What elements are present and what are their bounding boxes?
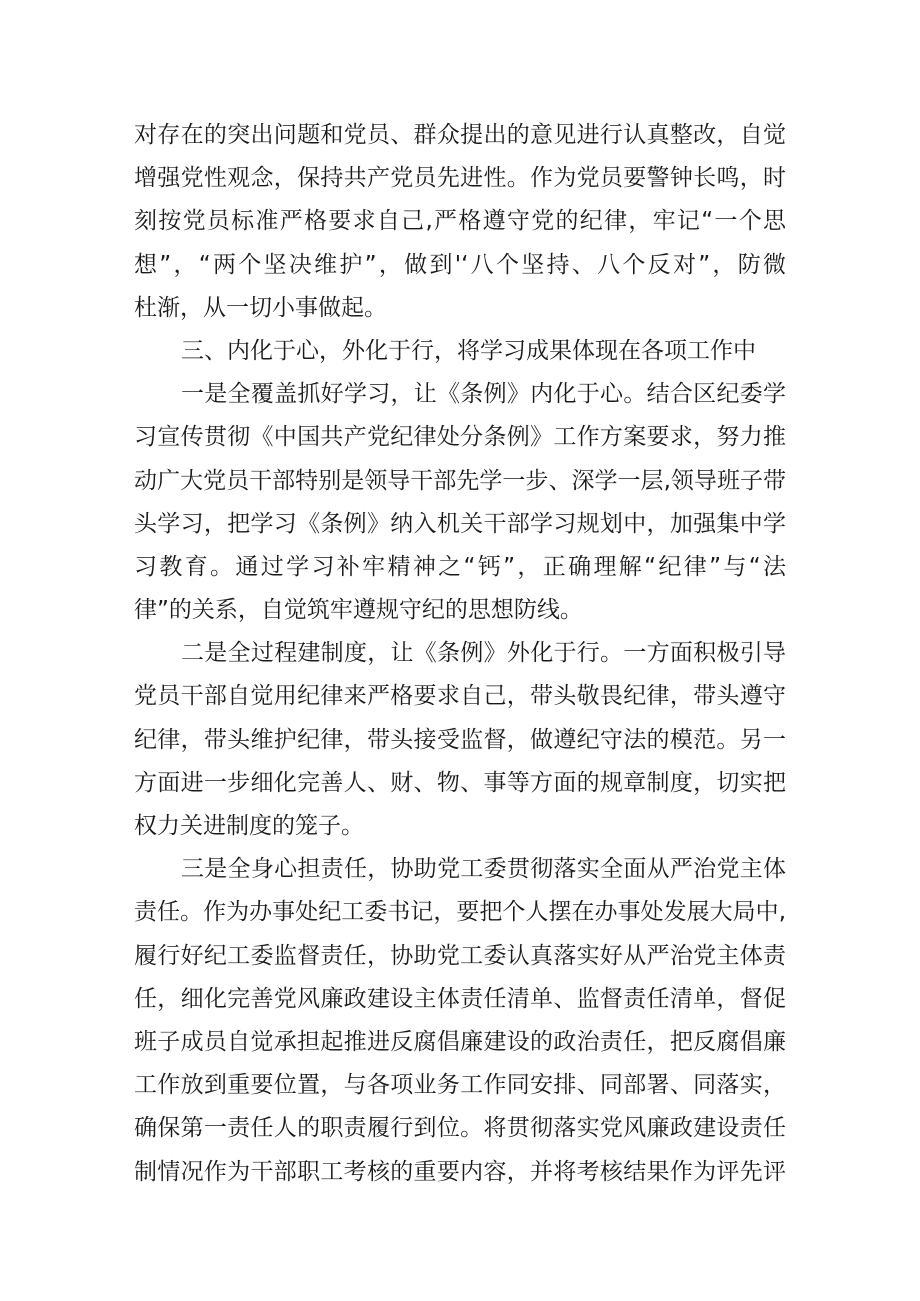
text-line: 责任。作为办事处纪工委书记，要把个人摆在办事处发展大局中,	[134, 899, 786, 926]
text-line: 杜渐，从一切小事做起。	[134, 294, 387, 321]
text-line: 纪律，带头维护纪律，带头接受监督，做遵纪守法的模范。另一	[134, 726, 786, 753]
text-line: 工作放到重要位置，与各项业务工作同安排、同部署、同落实，	[134, 1072, 786, 1099]
section-heading: 三、内化于心，外化于行，将学习成果体现在各项工作中	[181, 337, 756, 364]
text-line: 习教育。通过学习补牢精神之“钙”，正确理解“纪律”与“法	[134, 553, 786, 580]
text-line: 刻按党员标准严格要求自己,严格遵守党的纪律，牢记“一个思	[134, 208, 786, 235]
text-line: 增强党性观念，保持共产党员先进性。作为党员要警钟长鸣，时	[134, 165, 786, 192]
text-line: 党员干部自觉用纪律来严格要求自己，带头敬畏纪律，带头遵守	[134, 683, 786, 710]
text-line: 头学习，把学习《条例》纳入机关干部学习规划中，加强集中学	[134, 510, 786, 537]
text-line: 习宣传贯彻《中国共产党纪律处分条例》工作方案要求，努力推	[134, 424, 786, 451]
text-line: 律”的关系，自觉筑牢遵规守纪的思想防线。	[134, 597, 583, 624]
text-line: 动广大党员干部特别是领导干部先学一步、深学一层,领导班子带	[134, 467, 786, 494]
text-line: 对存在的突出问题和党员、群众提出的意见进行认真整改，自觉	[134, 122, 786, 148]
document-page	[134, 114, 786, 1194]
text-line: 制情况作为干部职工考核的重要内容，并将考核结果作为评先评	[134, 1158, 786, 1185]
text-line: 任，细化完善党风廉政建设主体责任清单、监督责任清单，督促	[134, 985, 786, 1012]
text-line: 确保第一责任人的职责履行到位。将贯彻落实党风廉政建设责任	[134, 1115, 786, 1142]
text-line: 履行好纪工委监督责任，协助党工委认真落实好从严治党主体责	[134, 942, 786, 969]
text-line: 权力关进制度的笼子。	[134, 813, 364, 839]
text-line: 方面进一步细化完善人、财、物、事等方面的规章制度，切实把	[134, 769, 786, 796]
text-line: 想”，“两个坚决维护”，做到'‘八个坚持、八个反对”，防微	[134, 251, 786, 278]
paragraph-first-line: 三是全身心担责任，协助党工委贯彻落实全面从严治党主体	[181, 856, 786, 883]
paragraph-first-line: 一是全覆盖抓好学习，让《条例》内化于心。结合区纪委学	[181, 381, 786, 408]
text-line: 班子成员自觉承担起推进反腐倡廉建设的政治责任，把反腐倡廉	[134, 1028, 786, 1055]
paragraph-first-line: 二是全过程建制度，让《条例》外化于行。一方面积极引导	[181, 640, 786, 667]
